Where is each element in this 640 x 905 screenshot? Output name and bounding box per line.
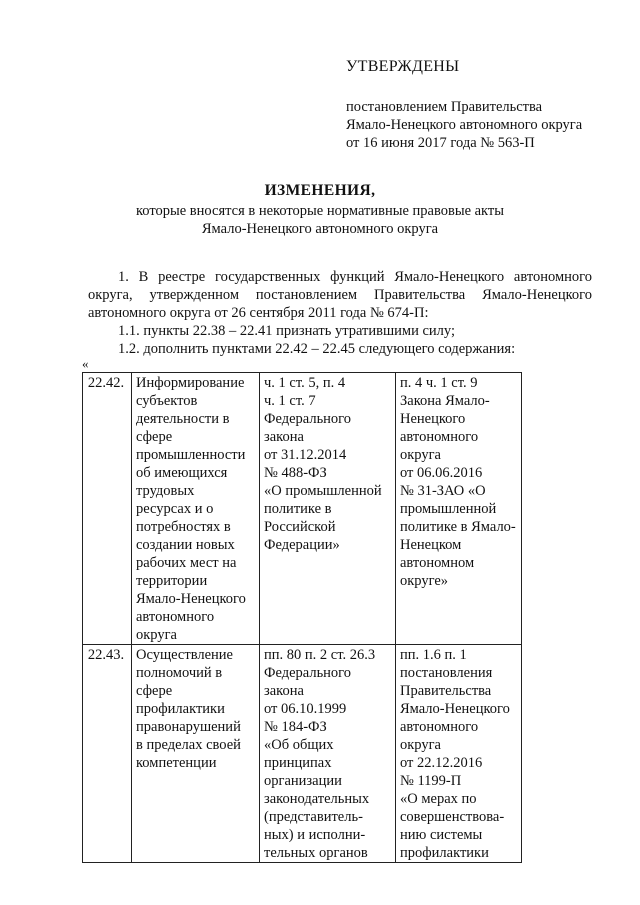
cell-line: законодательных [264, 791, 370, 807]
cell-line: Осуществление [136, 647, 233, 663]
cell-line: № 31-ЗАО «О [400, 483, 486, 499]
cell-line: автономного [400, 719, 479, 735]
cell-line: постановления [400, 665, 493, 681]
cell-line: Федерального [264, 411, 352, 427]
cell-line: Ненецком [400, 537, 462, 553]
function-name-cell [132, 645, 260, 863]
cell-line: пп. 80 п. 2 ст. 26.3 [264, 647, 376, 663]
cell-line: политике в [264, 501, 332, 517]
cell-line: трудовых [136, 483, 195, 499]
cell-line: нию системы [400, 827, 483, 843]
federal-law-cell [260, 645, 396, 863]
document-title: ИЗМЕНЕНИЯ, [264, 182, 376, 199]
cell-line: п. 4 ч. 1 ст. 9 [400, 375, 478, 391]
cell-line: ных) и исполни- [264, 827, 366, 843]
cell-line: в пределах своей [136, 737, 241, 753]
row-number: 22.42. [83, 373, 132, 645]
regional-law-cell [396, 645, 522, 863]
approval-block [346, 58, 582, 152]
approval-line: Ямало-Ненецкого автономного округа [346, 117, 583, 133]
cell-line: «О промышленной [264, 483, 382, 499]
cell-line: создании новых [136, 537, 235, 553]
approval-line: от 16 июня 2017 года № 563-П [346, 135, 535, 151]
cell-line: автономного [136, 609, 215, 625]
federal-law-cell [260, 373, 396, 645]
cell-line: организации [264, 773, 342, 789]
approval-line: постановлением Правительства [346, 99, 543, 115]
function-name-cell [132, 373, 260, 645]
cell-line: закона [264, 683, 304, 699]
cell-line: сфере [136, 683, 173, 699]
cell-line: Информирование [136, 375, 245, 391]
cell-line: промышленной [400, 501, 497, 517]
cell-line: округа [400, 737, 441, 753]
document-subtitle: которые вносятся в некоторые нормативные правовые акты [135, 203, 504, 219]
cell-line: территории [136, 573, 208, 589]
table-row [83, 373, 522, 645]
cell-line: № 184-ФЗ [264, 719, 327, 735]
cell-line: округа [400, 447, 441, 463]
item-1-2: 1.2. дополнить пунктами 22.42 – 22.45 следующего содержания: [118, 341, 516, 357]
cell-line: Ямало-Ненецкого [400, 701, 510, 717]
cell-line: компетенции [136, 755, 217, 771]
cell-line: № 1199-П [400, 773, 462, 789]
cell-line: от 22.12.2016 [400, 755, 483, 771]
cell-line: округа [136, 627, 177, 643]
row-number: 22.43. [83, 645, 132, 863]
cell-line: Федерации» [264, 537, 340, 553]
cell-line: «О мерах по [400, 791, 477, 807]
document-subtitle: Ямало-Ненецкого автономного округа [201, 221, 439, 237]
cell-line: профилактики [136, 701, 225, 717]
cell-line: Ямало-Ненецкого [136, 591, 246, 607]
cell-line: Закона Ямало- [400, 393, 490, 409]
cell-line: об имеющихся [136, 465, 228, 481]
cell-line: Российской [264, 519, 336, 535]
cell-line: округе» [400, 573, 449, 589]
cell-line: правонарушений [136, 719, 241, 735]
cell-line: принципах [264, 755, 332, 771]
cell-line: автономном [400, 555, 475, 571]
opening-quote: « [82, 356, 89, 371]
cell-line: ч. 1 ст. 7 [264, 393, 316, 409]
cell-line: совершенствова- [400, 809, 505, 825]
approval-title: УТВЕРЖДЕНЫ [346, 58, 460, 75]
cell-line: (представитель- [264, 809, 363, 825]
cell-line: закона [264, 429, 304, 445]
cell-line: профилактики [400, 845, 489, 861]
cell-line: полномочий в [136, 665, 223, 681]
document-heading [0, 182, 640, 238]
cell-line: рабочих мест на [136, 555, 237, 571]
cell-line: от 31.12.2014 [264, 447, 347, 463]
cell-line: тельных органов [264, 845, 368, 861]
table-row [83, 645, 522, 863]
paragraph-1: 1. В реестре государственных функций Ямало-Ненецкого автономного округа, утвержденном постановлением Правительства Ямало-Ненецкого автономного округа от 26 сентября 2011 года № 674-П: [88, 269, 592, 321]
cell-line: политике в Ямало- [400, 519, 516, 535]
cell-line: автономного [400, 429, 479, 445]
cell-line: от 06.06.2016 [400, 465, 483, 481]
cell-line: «Об общих [264, 737, 334, 753]
cell-line: Правительства [400, 683, 492, 699]
cell-line: субъектов [136, 393, 198, 409]
cell-line: Федерального [264, 665, 352, 681]
cell-line: ресурсах и о [136, 501, 214, 517]
cell-line: промышленности [136, 447, 246, 463]
cell-line: потребностях в [136, 519, 231, 535]
cell-line: ч. 1 ст. 5, п. 4 [264, 375, 346, 391]
item-1-1: 1.1. пункты 22.38 – 22.41 признать утратившими силу; [118, 323, 455, 339]
cell-line: пп. 1.6 п. 1 [400, 647, 467, 663]
cell-line: № 488-ФЗ [264, 465, 327, 481]
cell-line: деятельности в [136, 411, 230, 427]
regional-law-cell [396, 373, 522, 645]
cell-line: сфере [136, 429, 173, 445]
functions-table [82, 372, 522, 863]
cell-line: Ненецкого [400, 411, 466, 427]
cell-line: от 06.10.1999 [264, 701, 347, 717]
